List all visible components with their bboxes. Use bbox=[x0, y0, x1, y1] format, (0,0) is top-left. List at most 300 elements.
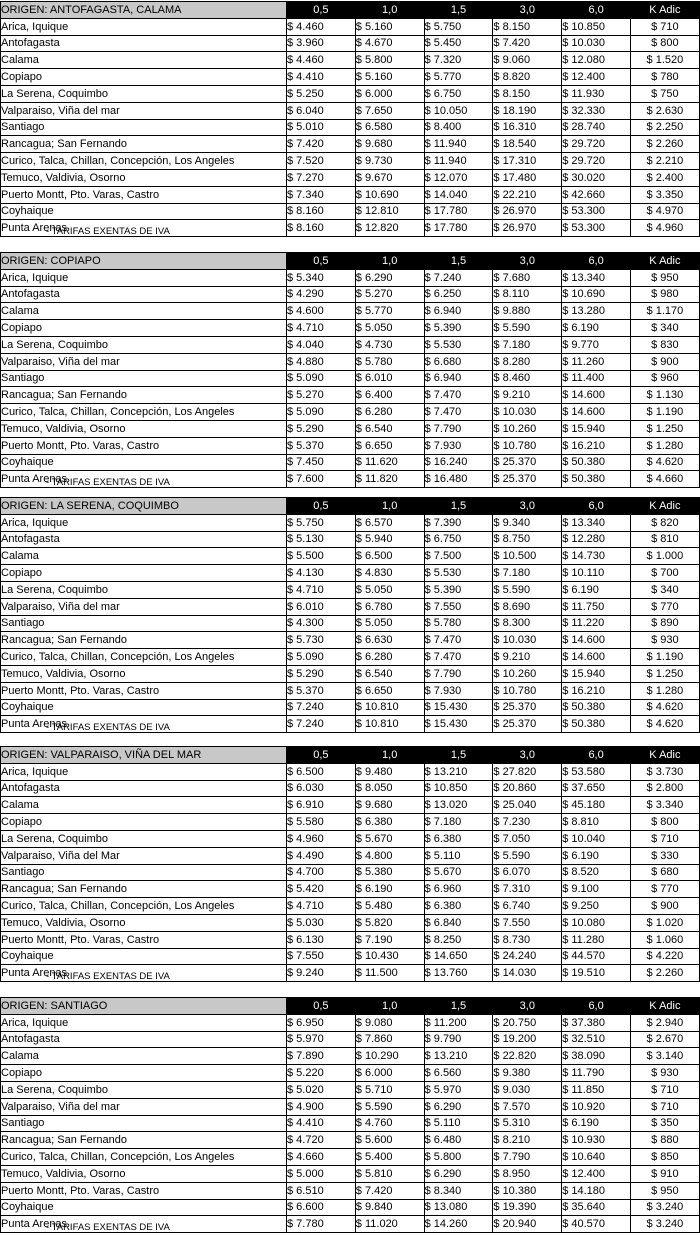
destination-cell: Puerto Montt, Pto. Varas, Castro bbox=[1, 1182, 287, 1199]
table-row bbox=[1, 847, 700, 864]
destination-cell: Curico, Talca, Chillan, Concepción, Los Angeles bbox=[1, 649, 287, 666]
price-cell: $ 1.130 bbox=[630, 387, 699, 404]
price-cell: $ 5.750 bbox=[287, 514, 356, 531]
table-row bbox=[1, 136, 700, 153]
price-cell: $ 6.540 bbox=[355, 665, 424, 682]
price-cell: $ 5.590 bbox=[493, 847, 562, 864]
price-cell: $ 13.080 bbox=[424, 1199, 493, 1216]
price-cell: $ 11.820 bbox=[355, 471, 424, 488]
price-cell: $ 14.730 bbox=[562, 548, 631, 565]
price-cell: $ 12.400 bbox=[562, 1165, 631, 1182]
price-cell: $ 6.650 bbox=[355, 682, 424, 699]
price-cell: $ 960 bbox=[630, 370, 699, 387]
destination-cell: Arica, Iquique bbox=[1, 269, 287, 286]
price-cell: $ 5.670 bbox=[424, 864, 493, 881]
weight-column-header: 0,5 bbox=[287, 998, 356, 1015]
price-cell: $ 6.000 bbox=[355, 1065, 424, 1082]
price-cell: $ 7.420 bbox=[493, 35, 562, 52]
weight-column-header: 1,0 bbox=[355, 2, 424, 19]
price-cell: $ 4.620 bbox=[630, 699, 699, 716]
price-cell: $ 7.180 bbox=[493, 336, 562, 353]
price-cell: $ 1.280 bbox=[630, 437, 699, 454]
destination-cell: La Serena, Coquimbo bbox=[1, 336, 287, 353]
price-cell: $ 6.680 bbox=[424, 353, 493, 370]
price-cell: $ 11.790 bbox=[562, 1065, 631, 1082]
price-cell: $ 11.940 bbox=[424, 153, 493, 170]
price-cell: $ 15.430 bbox=[424, 716, 493, 733]
price-cell: $ 850 bbox=[630, 1149, 699, 1166]
price-cell: $ 13.760 bbox=[424, 965, 493, 982]
price-cell: $ 45.180 bbox=[562, 797, 631, 814]
price-cell: $ 330 bbox=[630, 847, 699, 864]
price-cell: $ 800 bbox=[630, 814, 699, 831]
price-cell: $ 5.030 bbox=[287, 914, 356, 931]
price-cell: $ 10.850 bbox=[424, 780, 493, 797]
price-cell: $ 6.840 bbox=[424, 914, 493, 931]
price-cell: $ 6.750 bbox=[424, 85, 493, 102]
price-cell: $ 6.070 bbox=[493, 864, 562, 881]
price-cell: $ 10.640 bbox=[562, 1149, 631, 1166]
origin-header: ORIGEN: SANTIAGO bbox=[1, 998, 287, 1015]
price-cell: $ 5.940 bbox=[355, 531, 424, 548]
price-cell: $ 7.500 bbox=[424, 548, 493, 565]
price-cell: $ 4.130 bbox=[287, 565, 356, 582]
destination-cell: Coyhaique bbox=[1, 1199, 287, 1216]
price-cell: $ 6.380 bbox=[424, 830, 493, 847]
price-cell: $ 4.300 bbox=[287, 615, 356, 632]
price-cell: $ 16.210 bbox=[562, 682, 631, 699]
price-cell: $ 8.520 bbox=[562, 864, 631, 881]
destination-cell: Coyhaique bbox=[1, 203, 287, 220]
destination-cell: Arica, Iquique bbox=[1, 1014, 287, 1031]
price-cell: $ 7.680 bbox=[493, 269, 562, 286]
table-row bbox=[1, 169, 700, 186]
price-cell: $ 900 bbox=[630, 898, 699, 915]
destination-cell: Valparaiso, Viña del mar bbox=[1, 102, 287, 119]
price-cell: $ 11.200 bbox=[424, 1014, 493, 1031]
price-cell: $ 8.950 bbox=[493, 1165, 562, 1182]
price-cell: $ 3.730 bbox=[630, 763, 699, 780]
price-cell: $ 5.270 bbox=[355, 286, 424, 303]
price-cell: $ 9.030 bbox=[493, 1081, 562, 1098]
price-cell: $ 4.600 bbox=[287, 303, 356, 320]
destination-cell: Arica, Iquique bbox=[1, 763, 287, 780]
table-row bbox=[1, 1165, 700, 1182]
price-cell: $ 7.180 bbox=[424, 814, 493, 831]
table-row bbox=[1, 85, 700, 102]
tax-exempt-note: - TARIFAS EXENTAS DE IVA bbox=[46, 226, 170, 237]
price-cell: $ 2.250 bbox=[630, 119, 699, 136]
table-row bbox=[1, 914, 700, 931]
table-row bbox=[1, 420, 700, 437]
destination-cell: Calama bbox=[1, 797, 287, 814]
destination-cell: Curico, Talca, Chillan, Concepción, Los Angeles bbox=[1, 898, 287, 915]
price-cell: $ 4.220 bbox=[630, 948, 699, 965]
price-cell: $ 5.110 bbox=[424, 847, 493, 864]
price-cell: $ 4.960 bbox=[630, 220, 699, 237]
destination-cell: Coyhaique bbox=[1, 699, 287, 716]
price-cell: $ 7.930 bbox=[424, 437, 493, 454]
price-cell: $ 9.100 bbox=[562, 881, 631, 898]
destination-cell: Rancagua; San Fernando bbox=[1, 1132, 287, 1149]
price-cell: $ 10.850 bbox=[562, 18, 631, 35]
price-cell: $ 10.780 bbox=[493, 437, 562, 454]
weight-column-header: 0,5 bbox=[287, 747, 356, 764]
price-cell: $ 4.490 bbox=[287, 847, 356, 864]
price-cell: $ 20.860 bbox=[493, 780, 562, 797]
weight-column-header: K Adic bbox=[630, 998, 699, 1015]
weight-column-header: 1,5 bbox=[424, 2, 493, 19]
price-cell: $ 13.210 bbox=[424, 1048, 493, 1065]
price-cell: $ 6.650 bbox=[355, 437, 424, 454]
price-cell: $ 10.500 bbox=[493, 548, 562, 565]
table-row bbox=[1, 119, 700, 136]
price-cell: $ 6.290 bbox=[424, 1165, 493, 1182]
price-cell: $ 7.790 bbox=[424, 420, 493, 437]
price-cell: $ 1.250 bbox=[630, 665, 699, 682]
price-cell: $ 13.280 bbox=[562, 303, 631, 320]
price-cell: $ 6.190 bbox=[562, 1115, 631, 1132]
price-cell: $ 340 bbox=[630, 320, 699, 337]
weight-column-header: 6,0 bbox=[562, 498, 631, 515]
price-cell: $ 9.080 bbox=[355, 1014, 424, 1031]
price-cell: $ 17.310 bbox=[493, 153, 562, 170]
price-cell: $ 8.150 bbox=[493, 18, 562, 35]
destination-cell: La Serena, Coquimbo bbox=[1, 581, 287, 598]
price-cell: $ 8.110 bbox=[493, 286, 562, 303]
price-cell: $ 27.820 bbox=[493, 763, 562, 780]
table-row bbox=[1, 598, 700, 615]
price-cell: $ 25.040 bbox=[493, 797, 562, 814]
weight-column-header: 3,0 bbox=[493, 2, 562, 19]
price-cell: $ 5.590 bbox=[355, 1098, 424, 1115]
tariff-table bbox=[0, 1, 700, 237]
price-cell: $ 10.050 bbox=[424, 102, 493, 119]
table-row bbox=[1, 303, 700, 320]
weight-column-header: 3,0 bbox=[493, 498, 562, 515]
price-cell: $ 7.310 bbox=[493, 881, 562, 898]
origin-header: ORIGEN: LA SERENA, COQUIMBO bbox=[1, 498, 287, 515]
tax-exempt-note: - TARIFAS EXENTAS DE IVA bbox=[46, 477, 170, 488]
destination-cell: Coyhaique bbox=[1, 948, 287, 965]
price-cell: $ 7.570 bbox=[493, 1098, 562, 1115]
price-cell: $ 7.650 bbox=[355, 102, 424, 119]
price-cell: $ 7.420 bbox=[287, 136, 356, 153]
table-row bbox=[1, 52, 700, 69]
destination-cell: Punta Arenas bbox=[1, 1216, 287, 1233]
price-cell: $ 8.690 bbox=[493, 598, 562, 615]
price-cell: $ 6.500 bbox=[355, 548, 424, 565]
destination-cell: Coyhaique bbox=[1, 454, 287, 471]
price-cell: $ 710 bbox=[630, 18, 699, 35]
price-cell: $ 820 bbox=[630, 514, 699, 531]
price-cell: $ 8.460 bbox=[493, 370, 562, 387]
price-cell: $ 5.450 bbox=[424, 35, 493, 52]
table-row bbox=[1, 565, 700, 582]
price-cell: $ 5.090 bbox=[287, 404, 356, 421]
price-cell: $ 9.670 bbox=[355, 169, 424, 186]
price-cell: $ 5.800 bbox=[424, 1149, 493, 1166]
destination-cell: Antofagasta bbox=[1, 286, 287, 303]
table-row bbox=[1, 1199, 700, 1216]
price-cell: $ 8.160 bbox=[287, 220, 356, 237]
price-cell: $ 710 bbox=[630, 830, 699, 847]
price-cell: $ 6.030 bbox=[287, 780, 356, 797]
price-cell: $ 5.710 bbox=[355, 1081, 424, 1098]
price-cell: $ 12.070 bbox=[424, 169, 493, 186]
price-cell: $ 5.270 bbox=[287, 387, 356, 404]
price-cell: $ 5.400 bbox=[355, 1149, 424, 1166]
price-cell: $ 5.130 bbox=[287, 531, 356, 548]
destination-cell: Antofagasta bbox=[1, 780, 287, 797]
price-cell: $ 10.810 bbox=[355, 716, 424, 733]
destination-cell: Santiago bbox=[1, 1115, 287, 1132]
price-cell: $ 4.700 bbox=[287, 864, 356, 881]
price-cell: $ 980 bbox=[630, 286, 699, 303]
destination-cell: Santiago bbox=[1, 370, 287, 387]
table-row bbox=[1, 437, 700, 454]
weight-column-header: 3,0 bbox=[493, 998, 562, 1015]
price-cell: $ 13.020 bbox=[424, 797, 493, 814]
price-cell: $ 710 bbox=[630, 1098, 699, 1115]
destination-cell: Temuco, Valdivia, Osorno bbox=[1, 914, 287, 931]
price-cell: $ 8.300 bbox=[493, 615, 562, 632]
price-cell: $ 4.670 bbox=[355, 35, 424, 52]
price-cell: $ 29.720 bbox=[562, 153, 631, 170]
price-cell: $ 16.240 bbox=[424, 454, 493, 471]
price-cell: $ 10.030 bbox=[493, 404, 562, 421]
price-cell: $ 6.560 bbox=[424, 1065, 493, 1082]
price-cell: $ 16.310 bbox=[493, 119, 562, 136]
header-row bbox=[1, 498, 700, 515]
destination-cell: Valparaiso, Viña del mar bbox=[1, 598, 287, 615]
price-cell: $ 350 bbox=[630, 1115, 699, 1132]
price-cell: $ 10.110 bbox=[562, 565, 631, 582]
price-cell: $ 5.730 bbox=[287, 632, 356, 649]
price-cell: $ 10.260 bbox=[493, 420, 562, 437]
destination-cell: Temuco, Valdivia, Osorno bbox=[1, 665, 287, 682]
price-cell: $ 50.380 bbox=[562, 716, 631, 733]
price-cell: $ 5.500 bbox=[287, 548, 356, 565]
price-cell: $ 16.210 bbox=[562, 437, 631, 454]
destination-cell: Valparaiso, Viña del mar bbox=[1, 1098, 287, 1115]
price-cell: $ 12.400 bbox=[562, 69, 631, 86]
price-cell: $ 7.240 bbox=[287, 699, 356, 716]
table-row bbox=[1, 514, 700, 531]
price-cell: $ 8.820 bbox=[493, 69, 562, 86]
table-row bbox=[1, 1081, 700, 1098]
price-cell: $ 8.150 bbox=[493, 85, 562, 102]
table-row bbox=[1, 632, 700, 649]
destination-cell: Antofagasta bbox=[1, 1031, 287, 1048]
price-cell: $ 38.090 bbox=[562, 1048, 631, 1065]
table-row bbox=[1, 370, 700, 387]
price-cell: $ 50.380 bbox=[562, 699, 631, 716]
table-row bbox=[1, 35, 700, 52]
price-cell: $ 37.650 bbox=[562, 780, 631, 797]
tariff-table bbox=[0, 252, 700, 488]
price-cell: $ 1.060 bbox=[630, 931, 699, 948]
price-cell: $ 5.780 bbox=[355, 353, 424, 370]
price-cell: $ 11.750 bbox=[562, 598, 631, 615]
destination-cell: Curico, Talca, Chillan, Concepción, Los Angeles bbox=[1, 153, 287, 170]
price-cell: $ 5.670 bbox=[355, 830, 424, 847]
price-cell: $ 5.590 bbox=[493, 320, 562, 337]
price-cell: $ 8.050 bbox=[355, 780, 424, 797]
destination-cell: Puerto Montt, Pto. Varas, Castro bbox=[1, 437, 287, 454]
price-cell: $ 17.780 bbox=[424, 220, 493, 237]
price-cell: $ 5.580 bbox=[287, 814, 356, 831]
price-cell: $ 26.970 bbox=[493, 203, 562, 220]
price-cell: $ 4.040 bbox=[287, 336, 356, 353]
price-cell: $ 10.780 bbox=[493, 682, 562, 699]
table-row bbox=[1, 665, 700, 682]
weight-column-header: 6,0 bbox=[562, 253, 631, 270]
price-cell: $ 3.240 bbox=[630, 1216, 699, 1233]
price-cell: $ 8.400 bbox=[424, 119, 493, 136]
header-row bbox=[1, 747, 700, 764]
price-cell: $ 11.850 bbox=[562, 1081, 631, 1098]
table-row bbox=[1, 1182, 700, 1199]
table-row bbox=[1, 948, 700, 965]
price-cell: $ 1.000 bbox=[630, 548, 699, 565]
price-cell: $ 5.530 bbox=[424, 336, 493, 353]
destination-cell: Copiapo bbox=[1, 69, 287, 86]
price-cell: $ 9.840 bbox=[355, 1199, 424, 1216]
price-cell: $ 10.920 bbox=[562, 1098, 631, 1115]
price-cell: $ 42.660 bbox=[562, 186, 631, 203]
price-cell: $ 20.940 bbox=[493, 1216, 562, 1233]
price-cell: $ 9.210 bbox=[493, 649, 562, 666]
price-cell: $ 10.930 bbox=[562, 1132, 631, 1149]
price-cell: $ 6.010 bbox=[355, 370, 424, 387]
table-row bbox=[1, 1065, 700, 1082]
price-cell: $ 1.190 bbox=[630, 649, 699, 666]
price-cell: $ 4.970 bbox=[630, 203, 699, 220]
price-cell: $ 32.510 bbox=[562, 1031, 631, 1048]
price-cell: $ 12.080 bbox=[562, 52, 631, 69]
price-cell: $ 950 bbox=[630, 269, 699, 286]
price-cell: $ 6.960 bbox=[424, 881, 493, 898]
price-cell: $ 4.460 bbox=[287, 52, 356, 69]
price-cell: $ 4.710 bbox=[287, 581, 356, 598]
price-cell: $ 22.210 bbox=[493, 186, 562, 203]
price-cell: $ 4.410 bbox=[287, 69, 356, 86]
price-cell: $ 750 bbox=[630, 85, 699, 102]
price-cell: $ 5.290 bbox=[287, 665, 356, 682]
price-cell: $ 15.430 bbox=[424, 699, 493, 716]
price-cell: $ 19.390 bbox=[493, 1199, 562, 1216]
destination-cell: Santiago bbox=[1, 615, 287, 632]
price-cell: $ 780 bbox=[630, 69, 699, 86]
price-cell: $ 50.380 bbox=[562, 454, 631, 471]
weight-column-header: 0,5 bbox=[287, 498, 356, 515]
price-cell: $ 710 bbox=[630, 1081, 699, 1098]
table-row bbox=[1, 1014, 700, 1031]
price-cell: $ 6.250 bbox=[424, 286, 493, 303]
price-cell: $ 9.340 bbox=[493, 514, 562, 531]
price-cell: $ 680 bbox=[630, 864, 699, 881]
destination-cell: Rancagua; San Fernando bbox=[1, 881, 287, 898]
price-cell: $ 5.370 bbox=[287, 682, 356, 699]
price-cell: $ 5.390 bbox=[424, 320, 493, 337]
price-cell: $ 5.770 bbox=[355, 303, 424, 320]
price-cell: $ 8.730 bbox=[493, 931, 562, 948]
price-cell: $ 5.160 bbox=[355, 69, 424, 86]
weight-column-header: 1,5 bbox=[424, 253, 493, 270]
price-cell: $ 4.730 bbox=[355, 336, 424, 353]
price-cell: $ 10.260 bbox=[493, 665, 562, 682]
price-cell: $ 40.570 bbox=[562, 1216, 631, 1233]
price-cell: $ 9.480 bbox=[355, 763, 424, 780]
price-cell: $ 14.600 bbox=[562, 649, 631, 666]
price-cell: $ 6.290 bbox=[424, 1098, 493, 1115]
price-cell: $ 50.380 bbox=[562, 471, 631, 488]
price-cell: $ 24.240 bbox=[493, 948, 562, 965]
price-cell: $ 5.000 bbox=[287, 1165, 356, 1182]
price-cell: $ 4.460 bbox=[287, 18, 356, 35]
destination-cell: Puerto Montt, Pto. Varas, Castro bbox=[1, 186, 287, 203]
price-cell: $ 9.380 bbox=[493, 1065, 562, 1082]
price-cell: $ 11.930 bbox=[562, 85, 631, 102]
weight-column-header: 3,0 bbox=[493, 747, 562, 764]
price-cell: $ 7.550 bbox=[493, 914, 562, 931]
price-cell: $ 6.400 bbox=[355, 387, 424, 404]
price-cell: $ 10.290 bbox=[355, 1048, 424, 1065]
price-cell: $ 37.380 bbox=[562, 1014, 631, 1031]
table-row bbox=[1, 186, 700, 203]
price-cell: $ 10.040 bbox=[562, 830, 631, 847]
price-cell: $ 8.210 bbox=[493, 1132, 562, 1149]
price-cell: $ 19.200 bbox=[493, 1031, 562, 1048]
price-cell: $ 6.190 bbox=[355, 881, 424, 898]
price-cell: $ 6.740 bbox=[493, 898, 562, 915]
price-cell: $ 9.770 bbox=[562, 336, 631, 353]
table-row bbox=[1, 153, 700, 170]
price-cell: $ 770 bbox=[630, 598, 699, 615]
price-cell: $ 7.600 bbox=[287, 471, 356, 488]
table-row bbox=[1, 1115, 700, 1132]
table-row bbox=[1, 1031, 700, 1048]
price-cell: $ 5.820 bbox=[355, 914, 424, 931]
price-cell: $ 340 bbox=[630, 581, 699, 598]
price-cell: $ 6.280 bbox=[355, 649, 424, 666]
price-cell: $ 4.660 bbox=[630, 471, 699, 488]
weight-column-header: 1,0 bbox=[355, 253, 424, 270]
header-row bbox=[1, 998, 700, 1015]
price-cell: $ 2.210 bbox=[630, 153, 699, 170]
price-cell: $ 6.540 bbox=[355, 420, 424, 437]
table-row bbox=[1, 881, 700, 898]
table-row bbox=[1, 387, 700, 404]
price-cell: $ 17.780 bbox=[424, 203, 493, 220]
origin-header: ORIGEN: ANTOFAGASTA, CALAMA bbox=[1, 2, 287, 19]
price-cell: $ 1.280 bbox=[630, 682, 699, 699]
destination-cell: Calama bbox=[1, 1048, 287, 1065]
price-cell: $ 19.510 bbox=[562, 965, 631, 982]
destination-cell: Curico, Talca, Chillan, Concepción, Los Angeles bbox=[1, 1149, 287, 1166]
destination-cell: Santiago bbox=[1, 119, 287, 136]
price-cell: $ 7.190 bbox=[355, 931, 424, 948]
table-row bbox=[1, 548, 700, 565]
price-cell: $ 5.600 bbox=[355, 1132, 424, 1149]
table-row bbox=[1, 1048, 700, 1065]
price-cell: $ 2.260 bbox=[630, 136, 699, 153]
destination-cell: Calama bbox=[1, 303, 287, 320]
price-cell: $ 18.540 bbox=[493, 136, 562, 153]
price-cell: $ 4.800 bbox=[355, 847, 424, 864]
price-cell: $ 17.480 bbox=[493, 169, 562, 186]
